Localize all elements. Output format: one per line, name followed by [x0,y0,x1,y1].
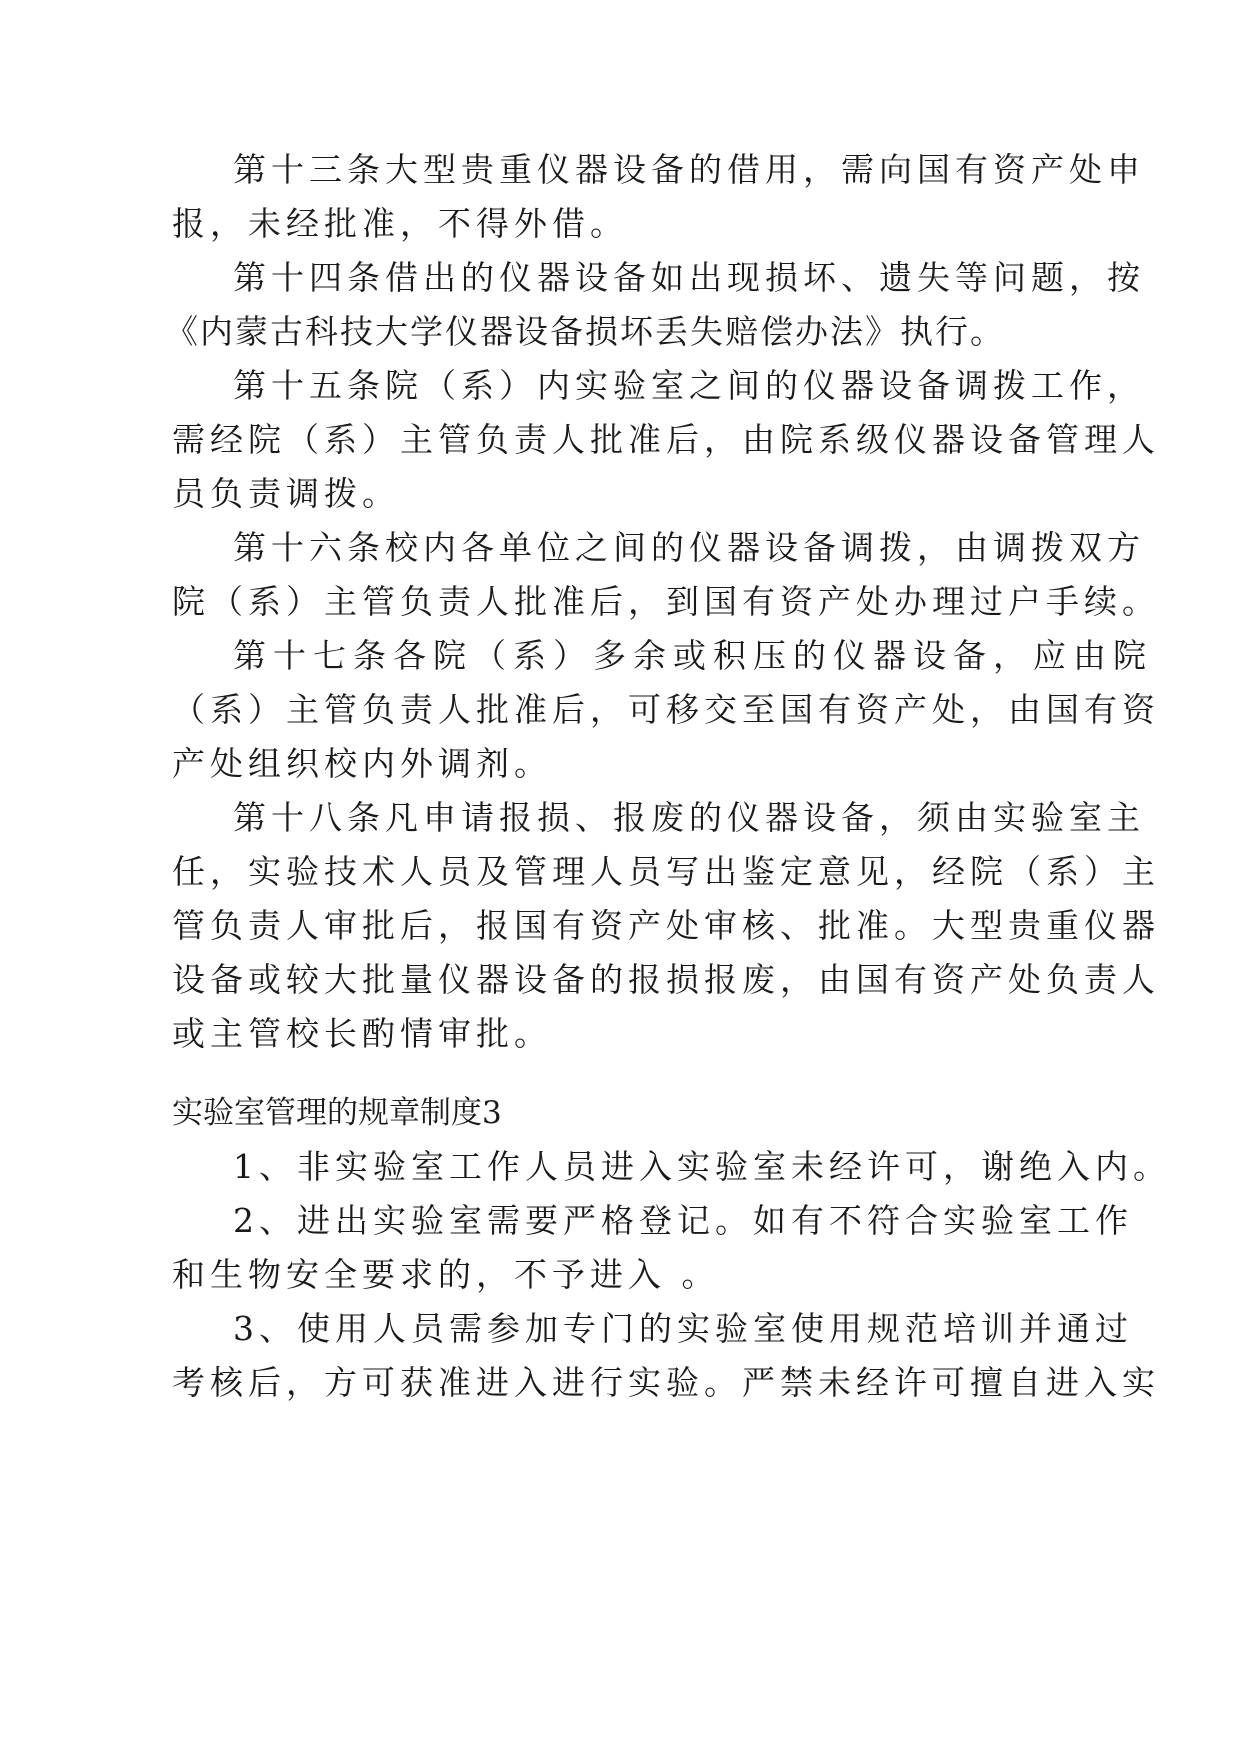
paragraph-line: 3、使用人员需参加专门的实验室使用规范培训并通过 [233,1309,1133,1348]
paragraph-line: 第十六条校内各单位之间的仪器设备调拨，由调拨双方 [233,528,1145,567]
paragraph-line: 任，实验技术人员及管理人员写出鉴定意见，经院（系）主 [172,852,1160,891]
paragraph-line: 设备或较大批量仪器设备的报损报废，由国有资产处负责人 [172,960,1160,999]
paragraph-line: 第十三条大型贵重仪器设备的借用，需向国有资产处申 [233,150,1145,189]
paragraph-line: 需经院（系）主管负责人批准后，由院系级仪器设备管理人 [172,420,1160,459]
paragraph-line: 《内蒙古科技大学仪器设备损坏丢失赔偿办法》执行。 [165,312,1005,351]
paragraph-line: 员负责调拨。 [172,474,400,513]
paragraph-line: （系）主管负责人批准后，可移交至国有资产处，由国有资 [172,690,1160,729]
section-heading: 实验室管理的规章制度3 [172,1095,502,1131]
paragraph-line: 或主管校长酌情审批。 [172,1014,552,1053]
paragraph-line: 1、非实验室工作人员进入实验室未经许可，谢绝入内。 [233,1147,1171,1186]
paragraph-line: 院（系）主管负责人批准后，到国有资产处办理过户手续。 [172,582,1160,621]
paragraph-line: 第十八条凡申请报损、报废的仪器设备，须由实验室主 [233,798,1145,837]
paragraph-line: 第十四条借出的仪器设备如出现损坏、遗失等问题，按 [233,258,1145,297]
paragraph-line: 第十五条院（系）内实验室之间的仪器设备调拨工作， [233,366,1145,405]
paragraph-line: 产处组织校内外调剂。 [172,744,552,783]
paragraph-line: 第十七条各院（系）多余或积压的仪器设备，应由院 [233,636,1153,675]
paragraph-line: 管负责人审批后，报国有资产处审核、批准。大型贵重仪器 [172,906,1160,945]
paragraph-line: 和生物安全要求的，不予进入 。 [172,1255,720,1294]
paragraph-line: 报，未经批准，不得外借。 [172,204,628,243]
paragraph-line: 2、进出实验室需要严格登记。如有不符合实验室工作 [233,1201,1133,1240]
paragraph-line: 考核后，方可获准进入进行实验。严禁未经许可擅自进入实 [172,1363,1160,1402]
